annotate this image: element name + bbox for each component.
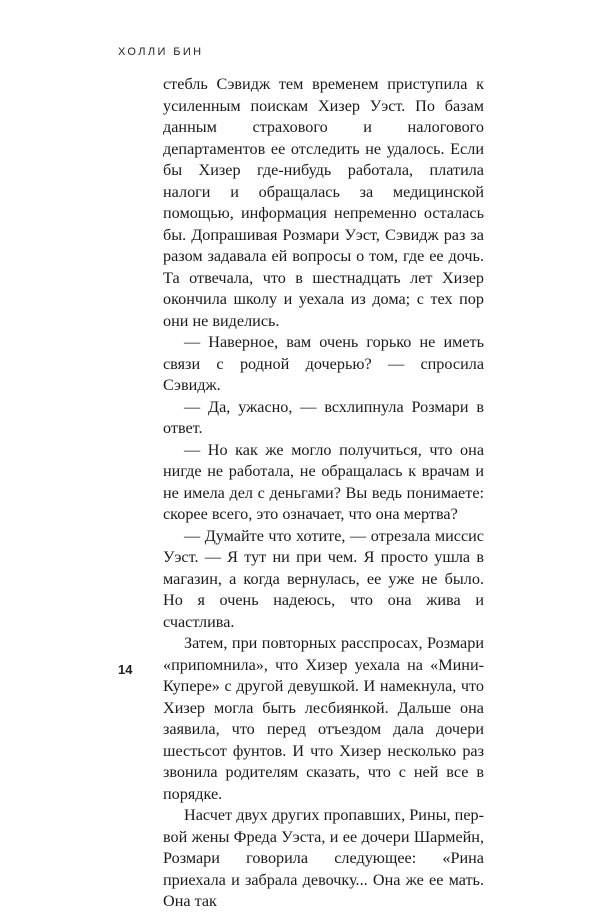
paragraph: Затем, при повторных расспросах, Розмари «припомнила», что Хизер уехала на «Мини-Купере» с другой девушкой. И намекнула, что Хизер могла быть лесбиянкой. Дальше она заявила, что перед отъездом дала дочери шестьсот фунтов. И что Хизер несколько раз звонила родителям сказать, что с ней все в порядке. xyxy=(163,634,484,803)
running-head: ХОЛЛИ БИН xyxy=(118,46,204,58)
paragraph: — Наверное, вам очень горько не иметь связи с родной дочерью? — спросила Сэвидж. xyxy=(163,333,484,394)
paragraph: стебль Сэвидж тем временем приступила к усиленным поискам Хизер Уэст. По базам данным страхового и налогового департаментов ее отследить не удалось. Если бы Хизер где-нибудь работала, платила налоги и обращалась за медицинской помощью, информация непременно осталась бы. Допрашивая Розмари Уэст, Сэвидж раз за разом задавала ей вопросы о том, где ее дочь. Та отвечала, что в шестнадцать лет Хизер окончила школу и уехала из дома; с тех пор они не виделись. xyxy=(163,75,484,330)
paragraph: — Но как же могло получиться, что она нигде не работала, не обращалась к врачам и не имела дел с деньгами? Вы ведь понимаете: скорее всего, это означает, что она мертва? xyxy=(163,440,484,523)
body-text xyxy=(163,74,484,913)
paragraph: Насчет двух других пропавших, Рины, первой жены Фреда Уэста, и ее дочери Шармейн, Розмари говорила следующее: «Рина приехала и забрала девочку... Она же ее мать. Она так xyxy=(163,806,484,910)
paragraph: — Думайте что хотите, — отрезала миссис Уэст. — Я тут ни при чем. Я просто ушла в магазин, а когда вернулась, ее уже не было. Но я очень надеюсь, что она жива и счастлива. xyxy=(163,526,484,631)
paragraph: — Да, ужасно, — всхлипнула Розмари в ответ. xyxy=(163,397,484,437)
page-number: 14 xyxy=(118,662,133,677)
